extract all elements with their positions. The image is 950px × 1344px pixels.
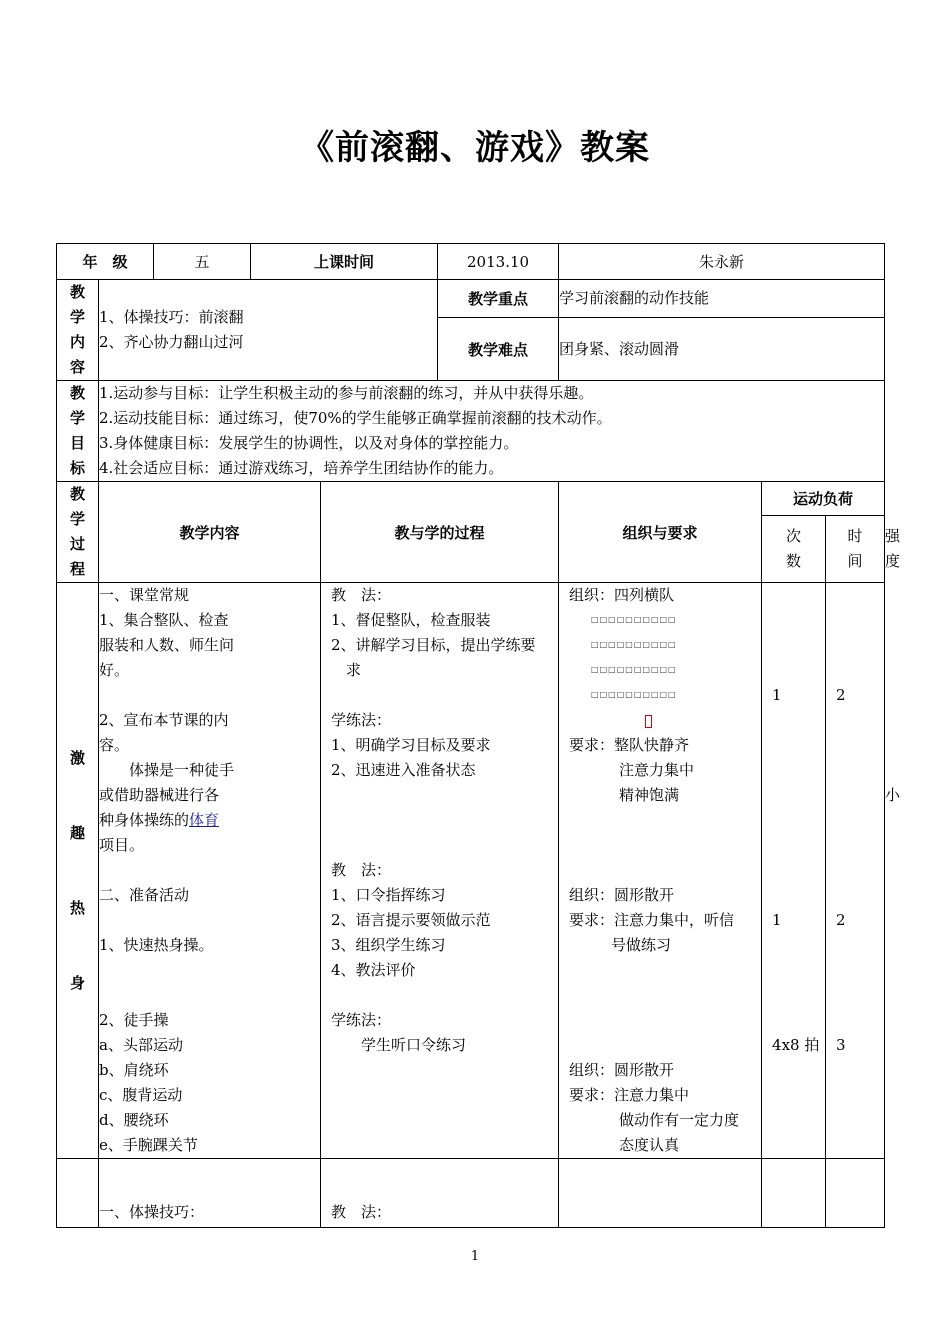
difficulty-label: 教学难点 [438, 318, 559, 381]
document-title: 《前滚翻、游戏》教案 [300, 128, 650, 168]
key-point-value: 学习前滚翻的动作技能 [559, 280, 885, 318]
next-process: 教 法： [321, 1159, 559, 1228]
col-times: 次 数 [762, 516, 826, 583]
goal-item: 3.身体健康目标：发展学生的协调性，以及对身体的掌控能力。 [99, 434, 519, 452]
page-number: 1 [470, 1249, 480, 1264]
col-exercise-load: 运动负荷 [762, 482, 885, 516]
goal-item: 4.社会适应目标：通过游戏练习，培养学生团结协作的能力。 [99, 459, 504, 477]
content-item: 1、体操技巧：前滚翻 [99, 308, 244, 326]
warmup-content: 一、课堂常规 1、集合整队、检查 服装和人数、师生问 好。 2、宣布本节课的内 容。 体操是一种徒手 或借助器械进行各 种身体操练的体育 项目。 二、准备活动 1、快速热身操。 2、徒手操 a、头部运动 b、肩绕环 c、腹背运动 d、腰绕环 e、手腕踝关节 [99, 583, 321, 1159]
process-label: 教 学 过 程 [57, 482, 99, 583]
col-teaching-process: 教与学的过程 [321, 482, 559, 583]
warmup-duration: 2 2 3 [826, 583, 885, 1159]
formation-row: □□□□□□□□□□ [591, 690, 677, 699]
next-organization [559, 1159, 762, 1228]
content-item: 2、齐心协力翻山过河 [99, 333, 244, 351]
next-times [762, 1159, 826, 1228]
formation-row: □□□□□□□□□□ [591, 665, 677, 674]
time-label: 上课时间 [251, 244, 438, 280]
warmup-times: 1 1 4x8 拍 [762, 583, 826, 1159]
formation-row: □□□□□□□□□□ [591, 640, 677, 649]
col-duration: 时 间 [826, 516, 885, 583]
difficulty-value: 团身紧、滚动圆滑 [559, 318, 885, 381]
content-items [99, 280, 438, 381]
teacher-position-marker [645, 715, 652, 728]
col-teaching-content: 教学内容 [99, 482, 321, 583]
warmup-label: 激 趣 热 身 [57, 583, 99, 1159]
content-label: 教 学 内 容 [57, 280, 99, 381]
goals-list [99, 381, 885, 482]
next-content: 一、体操技巧： [99, 1159, 321, 1228]
next-label [57, 1159, 99, 1228]
warmup-process: 教 法： 1、督促整队，检查服装 2、讲解学习目标，提出学练要 求 学练法： 1、明确学习目标及要求 2、迅速进入准备状态 教 法： 1、口令指挥练习 2、语言提示要领做示范 3、组织学生练习 4、教法评价 学练法： 学生听口令练习 [321, 583, 559, 1159]
col-organization: 组织与要求 [559, 482, 762, 583]
sports-link[interactable]: 体育 [189, 811, 220, 829]
next-duration [826, 1159, 885, 1228]
header-row [57, 244, 885, 280]
time-value: 2013.10 [438, 244, 559, 280]
goal-item: 1.运动参与目标：让学生积极主动的参与前滚翻的练习，并从中获得乐趣。 [99, 384, 594, 402]
formation-row: □□□□□□□□□□ [591, 615, 677, 624]
grade-label: 年 级 [57, 244, 154, 280]
goals-label: 教 学 目 标 [57, 381, 99, 482]
key-point-label: 教学重点 [438, 280, 559, 318]
warmup-organization: 组织：四列横队 □□□□□□□□□□ □□□□□□□□□□ □□□□□□□□□□ □□□□□□□□□□ 要求：整队快静齐 注意力集中 精神饱满 组织：圆形散开 要求：注意力集中，听信 号做练习 组织：圆形散开 要求：注意力集中 做动作有一定力度 态度认真 [559, 583, 762, 1159]
grade-value: 五 [154, 244, 251, 280]
teacher-name: 朱永新 [559, 244, 885, 280]
goal-item: 2.运动技能目标：通过练习，使70%的学生能够正确掌握前滚翻的技术动作。 [99, 409, 612, 427]
lesson-plan-table: 年 级 五 上课时间 2013.10 朱永新 教 学 内 容 1、体操技巧：前滚翻 2、齐心协力翻山过河 教学重点 学习前滚翻的动作技能 教学难点 团身紧、滚动圆滑 教 学 目 标 1.运动参与目标：让学生积极主动的参与前滚翻的练习，并从中获得乐趣。 2.运动技能目标：通过练习，使70%的学生能够正确掌握前滚翻的技术动作。 3.身体健康目标：发展学生的协调性，以及对身体的掌控能力。 4.社会适应目标：通过游戏练习，培养学生团结协作的能力。 教 学 过 程 教学内容 教与学的过程 组织与要求 运动负荷 次 数 时 间 强 度 激 趣 热 身 一、课堂常规 1、集合整队、检查 服装和人数、师生问 好。 2、宣布本节课的内 容。 体操是一种徒手 或借助器械进行各 种身体操练的体育 项目。 二、准备活动 1、快速热身操。 2、徒手操 a、头部运动 b、肩绕环 c、腹背运动 d、腰绕环 e、手腕踝关节 教 法： 1、督促整队，检查服装 2、讲解学习目标，提出学练要 求 学练法： 1、明确学习目标及要求 2、迅速进入准备状态 教 法： 1、口令指挥练习 2、语言提示要领做示范 3、组织学生练习 4、教法评价 学练法： 学生听口令练习 组织：四列横队 □□□□□□□□□□ □□□□□□□□□□ □□□□□□□□□□ □□□□□□□□□□ 要求：整队快静齐 注意力集中 精神饱满 组织：圆形散开 要求：注意力集中，听信 号做练习 组织：圆形散开 要求：注意力集中 做动作有一定力度 态度认真 1 1 4x8 拍 2 2 3 小 一、体操技巧： 教 法： [56, 243, 885, 1228]
